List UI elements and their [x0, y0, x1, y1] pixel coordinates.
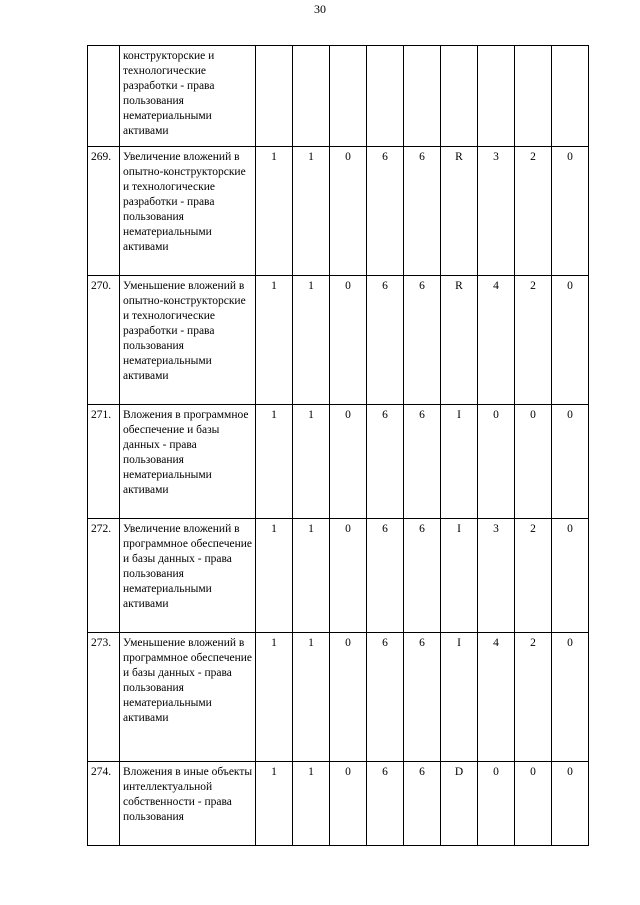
row-name: Увеличение вложений в опытно-конструкторские и технологические разработки - права пользования нематериальными активами [120, 147, 256, 276]
row-number: 272. [88, 519, 120, 633]
code-cell [515, 46, 552, 147]
code-cell: 4 [478, 633, 515, 762]
code-cell [330, 46, 367, 147]
code-cell: 2 [515, 519, 552, 633]
code-cell: 0 [552, 633, 589, 762]
code-cell: 0 [552, 147, 589, 276]
code-cell: 6 [404, 147, 441, 276]
code-cell: 0 [330, 762, 367, 846]
code-cell [367, 46, 404, 147]
code-cell: 0 [515, 405, 552, 519]
row-number: 274. [88, 762, 120, 846]
code-cell: 0 [552, 405, 589, 519]
code-cell: I [441, 405, 478, 519]
code-cell: 1 [256, 633, 293, 762]
code-cell: 0 [330, 519, 367, 633]
code-cell: 0 [515, 762, 552, 846]
code-cell: 0 [330, 633, 367, 762]
code-cell: 1 [256, 762, 293, 846]
row-name: Вложения в иные объекты интеллектуальной собственности - права пользования [120, 762, 256, 846]
code-cell: 6 [367, 276, 404, 405]
code-cell [293, 46, 330, 147]
code-cell [478, 46, 515, 147]
table-row [88, 762, 589, 846]
code-cell: 1 [256, 519, 293, 633]
code-cell [552, 46, 589, 147]
code-cell: 6 [367, 519, 404, 633]
code-cell: 6 [367, 147, 404, 276]
code-cell: 0 [330, 276, 367, 405]
code-cell [256, 46, 293, 147]
code-cell: 1 [256, 405, 293, 519]
code-cell: 0 [478, 762, 515, 846]
page-number: 30 [314, 2, 326, 16]
table-row [88, 405, 589, 519]
table-row [88, 276, 589, 405]
code-cell [441, 46, 478, 147]
row-name: Уменьшение вложений в программное обеспечение и базы данных - права пользования нематериальными активами [120, 633, 256, 762]
code-cell: 0 [330, 405, 367, 519]
code-cell: 6 [404, 762, 441, 846]
code-cell: D [441, 762, 478, 846]
code-cell: R [441, 147, 478, 276]
row-number: 273. [88, 633, 120, 762]
code-cell: 1 [293, 633, 330, 762]
code-cell: 2 [515, 633, 552, 762]
row-number: 270. [88, 276, 120, 405]
account-codes-table [87, 45, 589, 846]
row-number: 269. [88, 147, 120, 276]
code-cell: 1 [293, 405, 330, 519]
code-cell: 0 [552, 519, 589, 633]
code-cell: 1 [293, 519, 330, 633]
code-cell: I [441, 633, 478, 762]
row-name: Уменьшение вложений в опытно-конструкторские и технологические разработки - права пользования нематериальными активами [120, 276, 256, 405]
code-cell [404, 46, 441, 147]
code-cell: 3 [478, 519, 515, 633]
code-cell: 6 [367, 633, 404, 762]
code-cell: 1 [256, 147, 293, 276]
code-cell: 1 [293, 276, 330, 405]
table-row [88, 147, 589, 276]
row-name: конструкторские и технологические разработки - права пользования нематериальными активами [120, 46, 256, 147]
code-cell: 2 [515, 147, 552, 276]
code-cell: 1 [256, 276, 293, 405]
code-cell: 4 [478, 276, 515, 405]
code-cell: 6 [404, 633, 441, 762]
code-cell: 6 [367, 762, 404, 846]
table-row [88, 46, 589, 147]
code-cell: 6 [404, 519, 441, 633]
code-cell: 1 [293, 147, 330, 276]
code-cell: 6 [367, 405, 404, 519]
row-name: Увеличение вложений в программное обеспечение и базы данных - права пользования нематериальными активами [120, 519, 256, 633]
code-cell: I [441, 519, 478, 633]
table-row [88, 519, 589, 633]
code-cell: 1 [293, 762, 330, 846]
code-cell: 3 [478, 147, 515, 276]
row-number [88, 46, 120, 147]
row-number: 271. [88, 405, 120, 519]
code-cell: 0 [478, 405, 515, 519]
code-cell: 0 [552, 276, 589, 405]
code-cell: 6 [404, 405, 441, 519]
code-cell: 0 [552, 762, 589, 846]
code-cell: R [441, 276, 478, 405]
code-cell: 6 [404, 276, 441, 405]
code-cell: 2 [515, 276, 552, 405]
row-name: Вложения в программное обеспечение и базы данных - права пользования нематериальными активами [120, 405, 256, 519]
table-row [88, 633, 589, 762]
code-cell: 0 [330, 147, 367, 276]
